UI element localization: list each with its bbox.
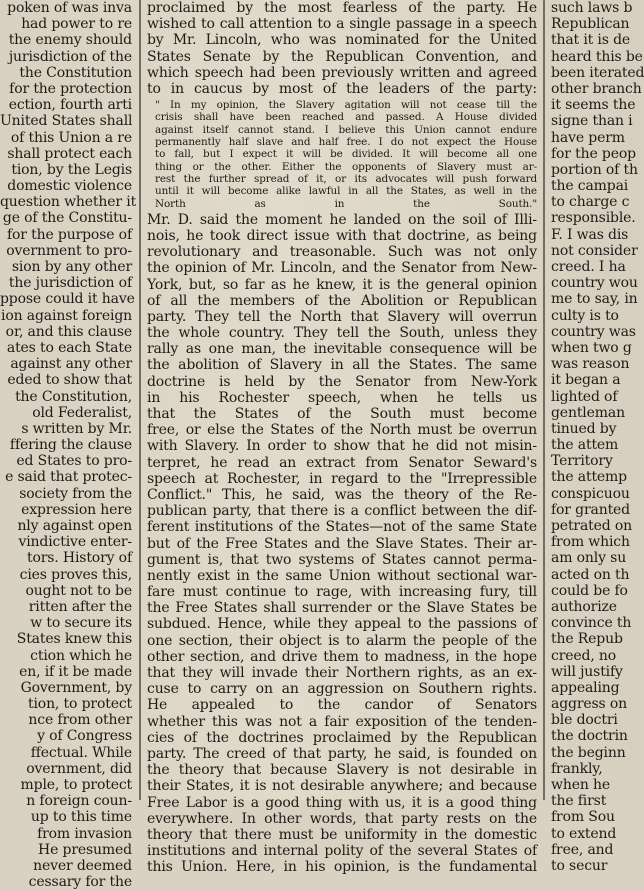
text-line: creed. I ha xyxy=(551,259,626,275)
text-line: the campai xyxy=(551,178,629,195)
text-line: that the States of the South must become xyxy=(147,406,537,423)
text-line: country was xyxy=(551,323,636,340)
text-line: the enemy should xyxy=(8,32,132,49)
text-line: tinued by xyxy=(551,420,617,437)
text-line: the abolition of Slavery in all the States. The same xyxy=(147,357,537,374)
text-line: nently exist in the same Union without sectional war- xyxy=(147,567,537,584)
text-line: the Repub xyxy=(551,631,623,648)
text-line: ffectual. While xyxy=(30,744,132,761)
text-line: creed, no xyxy=(551,647,617,664)
text-line: responsible. xyxy=(551,210,636,227)
text-line: authorize xyxy=(551,598,617,615)
text-line: the Free States shall surrender or the Slave States be xyxy=(147,600,537,617)
column-rule-left xyxy=(139,0,141,800)
text-line: by Mr. Lincoln, who was nominated for the United xyxy=(147,32,537,49)
text-line: crisis shall have been reached and passed. A House divided xyxy=(155,111,537,124)
text-line: gument is, that two systems of States cannot perma- xyxy=(147,551,537,568)
text-line: to extend xyxy=(551,825,617,842)
text-line: States knew this xyxy=(16,631,132,648)
text-line: from which xyxy=(551,534,630,551)
text-line: e said that protec- xyxy=(5,469,132,486)
text-line: tion, by the Legis xyxy=(11,161,132,178)
text-line: ffering the clause xyxy=(9,437,132,454)
text-line: could be fo xyxy=(551,582,628,599)
text-line: of this Union a re xyxy=(10,129,132,146)
text-line: ection, fourth arti xyxy=(8,97,132,114)
text-line: nly against open xyxy=(17,518,132,534)
text-line: country wou xyxy=(551,275,638,292)
text-line: portion of th xyxy=(551,161,638,178)
text-line: ates to each State xyxy=(6,339,132,356)
text-line: F. I was dis xyxy=(551,226,629,243)
text-line: or, and this clause xyxy=(5,323,132,340)
text-line: expression here xyxy=(21,501,132,518)
text-line: frankly, xyxy=(551,760,603,777)
text-line: the beginn xyxy=(551,744,626,761)
text-line: the whole country. They tell the South, unless they xyxy=(147,325,537,342)
text-line: for granted xyxy=(551,501,630,518)
text-line: question whether it xyxy=(0,194,137,211)
text-line: revolutionary and treasonable. Such was not only xyxy=(147,244,537,261)
text-line: ble doctri xyxy=(551,712,618,729)
text-line: ion against foreign xyxy=(1,307,132,324)
text-line: North as in the South." xyxy=(155,197,537,210)
text-line: to fall, but I expect it will be divided. It will become all one xyxy=(155,148,537,161)
text-line: not consider xyxy=(551,242,638,259)
text-line: doctrine is held by the Senator from New-York xyxy=(147,373,537,390)
text-line: society from the xyxy=(19,485,132,502)
text-line: nce from other xyxy=(28,712,132,729)
text-line: States Senate by the Republican Convention, and xyxy=(147,48,537,65)
text-line: old Federalist, xyxy=(32,404,132,421)
text-line: He presumed xyxy=(38,841,132,858)
text-line: York, but, so far as he knew, it is the general opinion xyxy=(147,276,537,293)
text-line: United States shall xyxy=(0,113,133,130)
text-line: sion by any other xyxy=(11,259,132,275)
text-line: Conflict." This, he said, was the theory of the Re- xyxy=(147,486,537,503)
text-line: y of Congress xyxy=(37,728,132,745)
text-line: Territory xyxy=(551,453,613,470)
text-line: other section, and drive them to madness, in the hope xyxy=(147,648,537,665)
text-line: appealing xyxy=(551,679,620,696)
text-line: such laws b xyxy=(551,0,633,16)
text-line: until it will become alike lawful in all the States, as well in the xyxy=(155,185,537,198)
text-line: from Sou xyxy=(551,809,615,826)
text-line: cessary for the xyxy=(28,874,132,890)
text-line: free, or else the States of the North must be overrun xyxy=(147,422,537,439)
text-line: aggress on xyxy=(551,696,628,713)
column-rule-right xyxy=(543,0,545,800)
text-line: the jurisdiction of xyxy=(8,275,132,292)
text-line: up to this time xyxy=(30,809,132,826)
text-line: terpret, he read an extract from Senator Seward's xyxy=(147,454,537,471)
text-line: the first xyxy=(551,793,607,810)
text-line: against itself cannot stand. I believe this Union cannot endure xyxy=(155,123,537,136)
text-line: ritten after the xyxy=(28,598,132,615)
text-line: ed States to pro- xyxy=(16,453,132,470)
text-line: cies of the doctrines proclaimed by the Republican xyxy=(147,729,537,746)
text-line: ge of the Constitu- xyxy=(2,210,132,227)
text-line: ppose could it have xyxy=(0,291,135,308)
text-line: party. The creed of that party, he said, is founded on xyxy=(147,745,537,762)
text-line: party. They tell the North that Slavery will overrun xyxy=(147,308,537,325)
text-line: this Union. Here, in his opinion, is the fundamental xyxy=(147,859,537,876)
text-line: the theory that because Slavery is not desirable in xyxy=(147,762,537,779)
text-line: was reason xyxy=(551,356,630,373)
text-line: for the peop xyxy=(551,145,636,162)
text-line: proclaimed by the most fearless of the party. He xyxy=(147,0,537,16)
text-line: had power to re xyxy=(21,16,132,33)
text-line: rest the further spread of it, or its advocates will push forward xyxy=(155,172,537,185)
body-paragraphs xyxy=(147,212,537,876)
text-line: domestic violence xyxy=(7,178,132,195)
text-line: that it is de xyxy=(551,32,631,49)
text-line: the attemp xyxy=(551,469,627,486)
text-line: mple, to protect xyxy=(20,777,132,793)
text-line: but of the Free States and the Slave States. Their ar- xyxy=(147,535,537,552)
text-line: it began a xyxy=(551,372,621,389)
center-column xyxy=(147,0,537,876)
text-line: other branch xyxy=(551,80,642,97)
text-line: with Slavery. In order to show that he did not misin- xyxy=(147,438,537,455)
text-line: whether this was not a fair exposition of the tenden- xyxy=(147,713,537,730)
text-line: theory that there must be uniformity in the domestic xyxy=(147,826,537,843)
text-line: heard this be xyxy=(551,48,643,65)
text-line: the opinion of Mr. Lincoln, and the Senator from New- xyxy=(147,260,537,277)
text-line: cies proves this, xyxy=(19,566,132,583)
text-line: am only su xyxy=(551,550,627,567)
text-line: overnment to pro- xyxy=(6,242,132,259)
text-line: eded to show that xyxy=(7,372,132,389)
text-line: ferent institutions of the States—not of the same State xyxy=(147,519,537,536)
text-line: for the protection xyxy=(9,80,132,97)
text-line: n foreign coun- xyxy=(26,793,132,810)
text-line: poken of was inva xyxy=(7,0,132,16)
text-line: it seems the xyxy=(551,97,636,114)
intro-paragraph xyxy=(147,0,537,97)
text-line: tion, to protect xyxy=(27,696,132,713)
text-line: Free Labor is a good thing with us, it is a good thing xyxy=(147,794,537,811)
text-line: culty is to xyxy=(551,307,619,324)
text-line: signe than i xyxy=(551,113,633,130)
text-line: nois, he took direct issue with that doctrine, as being xyxy=(147,227,537,244)
text-line: from invasion xyxy=(37,825,132,842)
text-line: their States, it is not desirable anywhere; and because xyxy=(147,778,537,795)
text-line: speech at Rochester, in regard to the "Irrepressible xyxy=(147,470,537,487)
text-line: Republican xyxy=(551,16,630,33)
text-line: the Constitution, xyxy=(15,388,132,405)
text-line: permanently half slave and half free. I do not expect the House xyxy=(155,136,537,149)
text-line: rally as one man, the inevitable consequence will be xyxy=(147,341,537,358)
text-line: institutions and internal polity of the several States of xyxy=(147,843,537,860)
text-line: in his Rochester speech, when he tells us xyxy=(147,389,537,406)
text-line: the doctrin xyxy=(551,728,628,745)
text-line: ought not to be xyxy=(25,582,132,599)
text-line: conspicuou xyxy=(551,485,630,502)
text-line: He appealed to the candor of Senators xyxy=(147,697,537,714)
left-column xyxy=(0,0,137,890)
text-line: when he xyxy=(551,777,611,793)
text-line: ction which he xyxy=(30,647,132,664)
text-line: lighted of xyxy=(551,388,618,405)
text-line: thing or the other. Either the opponents of Slavery must ar- xyxy=(155,160,537,173)
right-column xyxy=(551,0,644,874)
text-line: the attem xyxy=(551,437,619,454)
text-line: w to secure its xyxy=(30,615,132,632)
text-line: cuse to carry on an aggression on Southern rights. xyxy=(147,681,537,698)
text-line: vindictive enter- xyxy=(18,534,132,551)
text-line: the Constitution xyxy=(19,64,132,81)
text-line: acted on th xyxy=(551,566,630,583)
text-line: to in caucus by most of the leaders of the party: xyxy=(147,80,537,97)
text-line: everywhere. In other words, that party rests on the xyxy=(147,810,537,827)
text-line: have perm xyxy=(551,129,625,146)
text-line: wished to call attention to a single passage in a speech xyxy=(147,16,537,33)
text-line: against any other xyxy=(10,356,132,373)
text-line: which speech had been previously written and agreed xyxy=(147,64,537,81)
text-line: jurisdiction of the xyxy=(8,48,132,65)
text-line: shall protect each xyxy=(7,145,132,162)
text-line: fare must continue to rage, with increasing fury, till xyxy=(147,584,537,601)
text-line: overnment, did xyxy=(26,760,132,777)
text-line: to secur xyxy=(551,857,608,874)
text-line: " In my opinion, the Slavery agitation will not cease till the xyxy=(155,99,537,112)
text-line: one section, their object is to alarm the people of the xyxy=(147,632,537,649)
text-line: when two g xyxy=(551,339,632,356)
text-line: Mr. D. said the moment he landed on the soil of Illi- xyxy=(147,211,537,228)
text-line: publican party, that there is a conflict between the dif- xyxy=(147,503,537,520)
text-line: never deemed xyxy=(33,857,132,874)
text-line: that they will invade their Northern rights, as an ex- xyxy=(147,665,537,682)
text-line: gentleman xyxy=(551,404,625,421)
text-line: will justify xyxy=(551,663,623,680)
text-line: me to say, in xyxy=(551,291,638,308)
text-line: en, if it be made xyxy=(19,663,132,680)
text-line: free, and xyxy=(551,841,614,858)
text-line: petrated on xyxy=(551,518,633,534)
text-line: convince th xyxy=(551,615,632,632)
text-line: been iterated xyxy=(551,64,644,81)
text-line: to charge c xyxy=(551,194,630,211)
lincoln-quote xyxy=(147,99,537,210)
text-line: s written by Mr. xyxy=(21,420,132,437)
text-line: Government, by xyxy=(20,679,132,696)
text-line: tors. History of xyxy=(26,550,132,567)
text-line: for the purpose of xyxy=(6,226,132,243)
text-line: of all the members of the Abolition or Republican xyxy=(147,292,537,309)
text-line: subdued. Hence, while they appeal to the passions of xyxy=(147,616,537,633)
